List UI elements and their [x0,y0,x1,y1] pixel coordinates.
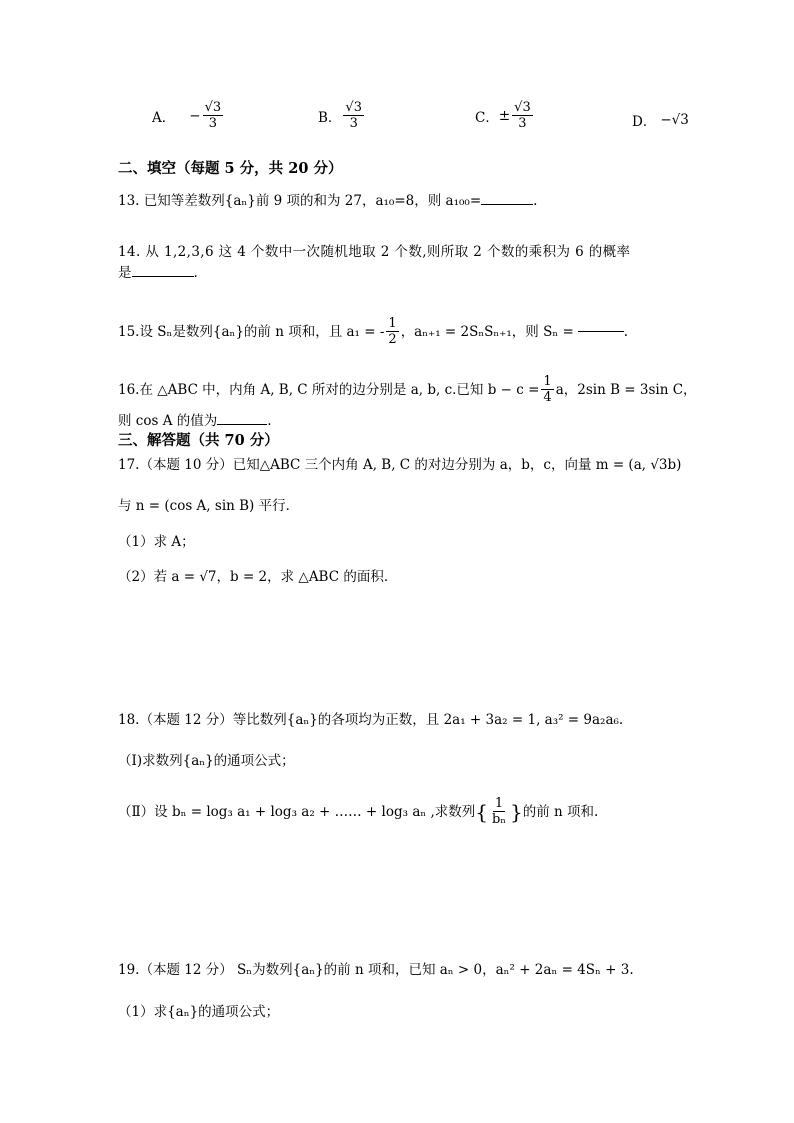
answer-blank [132,276,194,277]
option-a-sign: − [189,107,201,124]
option-d-label: D． [632,114,657,130]
option-b [318,100,366,131]
answer-blank [481,204,533,205]
option-b-label: B． [318,109,342,126]
question-17-line-1: 17.（本题 10 分）已知△ABC 三个内角 A, B, C 的对边分别为 a，b，c，向量 m = (a, √3b) [118,457,682,473]
question-18-part-1: （Ⅰ)求数列{aₙ}的通项公式； [118,753,295,769]
question-16-prefix: 则 cos A 的值为 [118,413,218,429]
option-a-denominator: 3 [208,116,217,131]
question-19-part-1: （1）求{aₙ}的通项公式； [118,1004,280,1020]
question-18-part-2 [118,796,598,827]
question-15-text-post: ，aₙ₊₁ = 2SₙSₙ₊₁，则 Sₙ = [400,323,574,340]
answer-blank [578,331,624,332]
option-a [152,100,225,131]
question-15-fraction [386,316,398,347]
option-c-fraction [512,100,533,131]
question-16-text-pre: 16.在 △ABC 中，内角 A, B, C 所对的边分别是 a, b, c.已知 b − c = [118,381,540,398]
option-a-numerator: √3 [204,100,222,115]
question-15-numerator: 1 [388,316,397,331]
question-17-part-2: （2）若 a = √7，b = 2，求 △ABC 的面积． [118,569,398,585]
option-b-numerator: √3 [345,100,362,115]
question-14-prefix: 是 [118,265,132,281]
question-16-text-post: a，2sin B = 3sin C， [555,381,697,398]
option-a-label: A． [152,109,176,126]
question-18-part-2-pre: （Ⅱ）设 bₙ = log₃ a₁ + log₃ a₂ + …… + log₃ aₙ ,求数列 [118,803,476,820]
option-c-numerator: √3 [514,100,531,115]
left-brace: { [475,799,489,824]
question-18-denominator: bₙ [492,812,506,827]
question-14-line-2: 是 . [118,265,198,281]
option-b-denominator: 3 [349,116,358,131]
option-b-fraction [343,100,364,131]
question-16-numerator: 1 [543,374,552,389]
question-16-line-2: 则 cos A 的值为 . [118,413,272,429]
question-18-part-2-post: 的前 n 项和. [522,803,599,820]
question-13: 13. 已知等差数列{aₙ}前 9 项的和为 27，a₁₀=8，则 a₁₀₀= . [118,193,538,209]
question-18-fraction [490,796,508,827]
question-19-line-1: 19.（本题 12 分） Sₙ为数列{aₙ}的前 n 项和，已知 aₙ > 0，aₙ² + 2aₙ = 4Sₙ + 3. [118,962,634,978]
option-c-label: C． [475,109,499,126]
option-a-fraction [203,100,224,131]
question-18-numerator: 1 [494,796,504,811]
section-2-heading: 二、填空（每题 5 分，共 20 分） [118,160,343,177]
question-18-line-1: 18.（本题 12 分）等比数列{aₙ}的各项均为正数，且 2a₁ + 3a₂ = 1, a₃² = 9a₂a₆. [118,712,624,728]
option-c-sign: ± [498,107,511,124]
option-d [632,110,689,130]
option-c [475,100,535,131]
question-16-fraction [541,374,553,405]
question-15-denominator: 2 [388,332,397,347]
question-17-line-2: 与 n = (cos A, sin B) 平行． [118,498,300,514]
question-15-text-pre: 15.设 Sₙ是数列{aₙ}的前 n 项和，且 a₁ = - [118,323,385,340]
option-c-denominator: 3 [518,116,527,131]
question-13-text: 13. 已知等差数列{aₙ}前 9 项的和为 27，a₁₀=8，则 a₁₀₀= [118,193,482,209]
question-14-line-1: 14. 从 1,2,3,6 这 4 个数中一次随机地取 2 个数,则所取 2 个数的乘积为 6 的概率 [118,244,631,260]
right-brace: } [509,799,523,824]
section-3-heading: 三、解答题（共 70 分） [118,432,279,449]
question-16-denominator: 4 [543,390,552,405]
option-d-value: −√3 [660,112,689,128]
question-17-part-1: （1）求 A； [118,534,195,550]
question-15: 15.设 Sₙ是数列{aₙ}的前 n 项和，且 a₁ = - $\frac{1}{2}$ ，aₙ₊₁ = 2SₙSₙ₊₁，则 Sₙ = . [118,316,629,347]
answer-blank [217,424,267,425]
question-16-line-1 [118,374,697,405]
